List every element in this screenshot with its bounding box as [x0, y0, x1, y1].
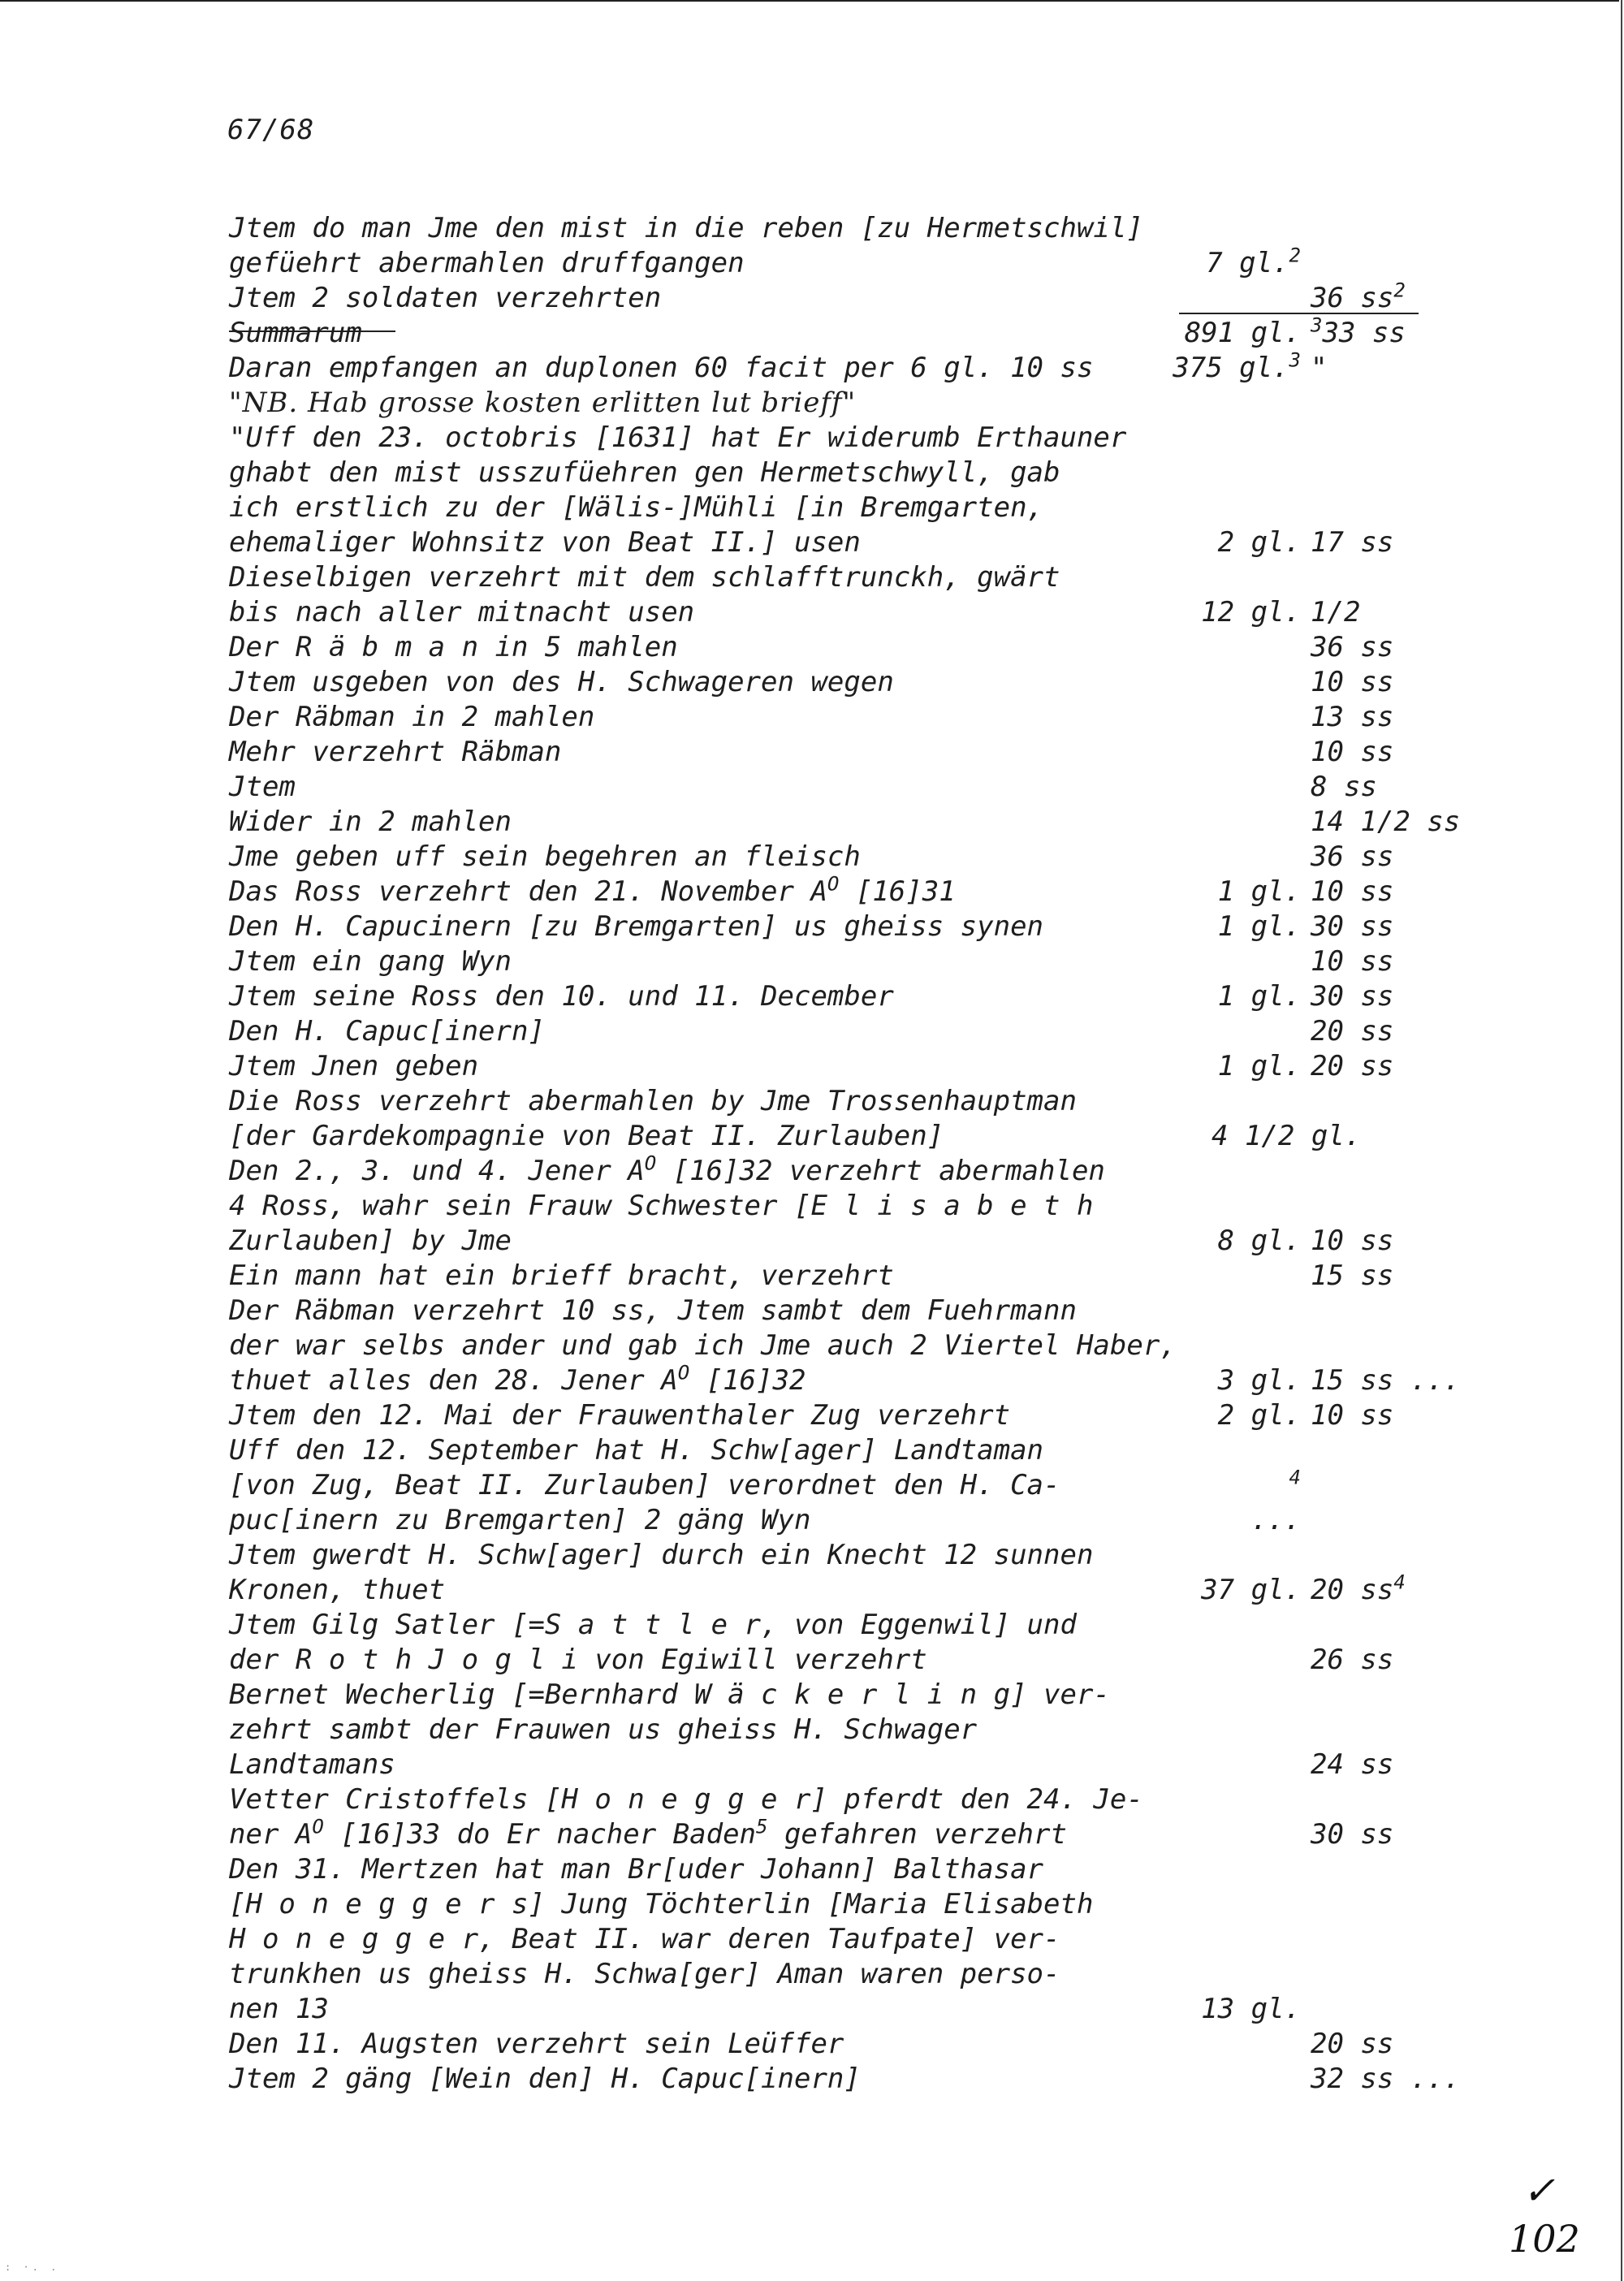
entry-text: zehrt sambt der Frauwen us gheiss H. Schwager: [229, 1713, 978, 1746]
entry-text: Den H. Capucinern [zu Bremgarten] us gheiss synen: [229, 910, 1044, 943]
schilling-amount: 15 ss: [1311, 1259, 1394, 1292]
ledger-row: [229, 735, 1593, 770]
entry-text: Wider in 2 mahlen: [229, 806, 512, 838]
ledger-row: [229, 2027, 1593, 2062]
gulden-amount: 13 gl.: [1201, 1993, 1301, 2025]
ledger-row: [229, 1678, 1593, 1713]
ledger-row: [229, 1224, 1593, 1259]
entry-text: [H o n e g g e r s] Jung Töchterlin [Maria Elisabeth: [229, 1888, 1094, 1920]
schilling-amount: 14 1/2 ss: [1311, 806, 1461, 838]
ledger-row: [229, 1151, 1593, 1189]
entry-text: Der R ä b m a n in 5 mahlen: [229, 631, 678, 663]
ledger-row: [229, 560, 1593, 595]
gulden-amount: 4: [1289, 1466, 1301, 1489]
entry-text: Vetter Cristoffels [H o n e g g e r] pferdt den 24. Je-: [229, 1783, 1143, 1816]
schilling-amount: 20 ss: [1311, 2028, 1394, 2060]
schilling-amount: 1/2: [1311, 596, 1361, 629]
entry-text: Dieselbigen verzehrt mit dem schlafftrunckh, gwärt: [229, 561, 1060, 594]
gulden-amount: 12 gl.: [1201, 596, 1301, 629]
entry-text: [von Zug, Beat II. Zurlauben] verordnet den H. Ca-: [229, 1469, 1060, 1501]
schilling-amount: 10 ss: [1311, 666, 1394, 698]
entry-text: "NB. Hab grosse kosten erlitten lut brieff": [229, 387, 857, 419]
ledger-row: [229, 246, 1593, 281]
entry-text: Den 31. Mertzen hat man Br[uder Johann] Balthasar: [229, 1853, 1044, 1886]
gulden-amount: 3 gl.: [1217, 1364, 1301, 1397]
schilling-amount: 36 ss: [1311, 840, 1394, 873]
ledger-row: [229, 456, 1593, 490]
entry-text: Kronen, thuet: [229, 1574, 446, 1606]
entry-text: Daran empfangen an duplonen 60 facit per 6 gl. 10 ss: [229, 352, 1094, 384]
ledger-row: [229, 595, 1593, 630]
gulden-amount: 7 gl.$^2$: [1206, 244, 1301, 279]
gulden-amount: 1 gl.: [1217, 1050, 1301, 1082]
schilling-amount: 13 ss: [1311, 701, 1394, 733]
ledger-row: [229, 1713, 1593, 1747]
entry-text: Landtamans: [229, 1748, 395, 1781]
entry-text: Jme geben uff sein begehren an fleisch: [229, 840, 861, 873]
entry-text: Jtem gwerdt H. Schw[ager] durch ein Knecht 12 sunnen: [229, 1539, 1094, 1571]
ledger-row: [229, 1538, 1593, 1573]
ledger-row: [229, 386, 1593, 421]
entry-text: Jtem den 12. Mai der Frauwenthaler Zug verzehrt: [229, 1399, 1011, 1432]
entry-text: Uff den 12. September hat H. Schw[ager] Landtaman: [229, 1434, 1044, 1467]
entry-text: ich erstlich zu der [Wälis-]Mühli [in Bremgarten,: [229, 491, 1044, 524]
ledger-entries: [229, 211, 1593, 2097]
schilling-amount: 10 ss: [1311, 1399, 1394, 1432]
entry-text: Jtem: [229, 771, 296, 803]
ledger-row: [229, 700, 1593, 735]
ledger-row: [229, 944, 1593, 979]
entry-text: Den H. Capuc[inern]: [229, 1015, 545, 1048]
entry-text: thuet alles den 28. Jener $A^O$ [16]32: [229, 1361, 806, 1397]
ledger-row: [229, 348, 1593, 386]
ledger-row: [229, 1852, 1593, 1887]
ledger-row: [229, 1119, 1593, 1154]
ledger-row: [229, 872, 1593, 909]
entry-text: Summarum: [229, 317, 362, 349]
entry-text: der war selbs ander und gab ich Jme auch 2 Viertel Haber,: [229, 1329, 1177, 1362]
gulden-amount: 8 gl.: [1217, 1225, 1301, 1257]
schilling-amount: 10 ss: [1311, 1225, 1394, 1257]
ledger-row: [229, 979, 1593, 1014]
ledger-row: [229, 281, 1593, 316]
entry-text: Jtem do man Jme den mist in die reben [zu Hermetschwil]: [229, 212, 1143, 244]
entry-text: Jtem 2 gäng [Wein den] H. Capuc[inern]: [229, 2063, 861, 2095]
gulden-amount: 37 gl.: [1201, 1574, 1301, 1606]
ledger-row: [229, 1887, 1593, 1922]
schilling-amount: ": [1311, 352, 1328, 384]
ledger-row: [229, 840, 1593, 875]
ledger-row: [229, 1608, 1593, 1643]
ledger-row: [229, 1643, 1593, 1678]
entry-text: Mehr verzehrt Räbman: [229, 736, 562, 768]
entry-text: Den 2., 3. und 4. Jener $A^O$ [16]32 verzehrt abermahlen: [229, 1151, 1105, 1187]
ledger-row: [229, 909, 1593, 944]
entry-text: gefüehrt abermahlen druffgangen: [229, 247, 745, 279]
entry-text: Das Ross verzehrt den 21. November $A^O$ [16]31: [229, 872, 956, 908]
schilling-amount: 20 $ss^4$: [1311, 1570, 1406, 1606]
entry-text: trunkhen us gheiss H. Schwa[ger] Aman waren perso-: [229, 1958, 1060, 1990]
schilling-amount: 10 ss: [1311, 736, 1394, 768]
page-top-edge: [0, 0, 1619, 2]
ledger-row: [229, 211, 1593, 246]
page-right-edge: [1621, 0, 1622, 2281]
entry-text: Jtem usgeben von des H. Schwageren wegen: [229, 666, 894, 698]
ledger-row: [229, 1398, 1593, 1433]
schilling-amount: 8 ss: [1311, 771, 1377, 803]
schilling-amount: 15 ss ...: [1311, 1364, 1461, 1397]
entry-text: Zurlauben] by Jme: [229, 1225, 512, 1257]
schilling-amount: 30 ss: [1311, 1818, 1394, 1851]
entry-text: Der Räbman in 2 mahlen: [229, 701, 595, 733]
ledger-row: [229, 2062, 1593, 2097]
ledger-row: [229, 1922, 1593, 1957]
schilling-amount: 20 ss: [1311, 1050, 1394, 1082]
ledger-row: [229, 1084, 1593, 1119]
entry-text: nen 13: [229, 1993, 329, 2025]
ledger-row: [229, 1294, 1593, 1328]
entry-text: ner $A^O$ [16]33 do Er nacher Baden$^5$ gefahren verzehrt: [229, 1815, 1067, 1851]
schilling-amount: 24 ss: [1311, 1748, 1394, 1781]
gulden-amount: 4 1/2 gl.: [1212, 1120, 1362, 1152]
ledger-row: [229, 1363, 1593, 1398]
schilling-amount: $^3$33 ss: [1311, 313, 1406, 349]
entry-text: Den 11. Augsten verzehrt sein Leüffer: [229, 2028, 844, 2060]
entry-text: [der Gardekompagnie von Beat II. Zurlauben]: [229, 1120, 944, 1152]
gulden-amount: 1 gl.: [1217, 980, 1301, 1013]
schilling-amount: 17 ss: [1311, 526, 1394, 559]
entry-text: Jtem 2 soldaten verzehrten: [229, 282, 662, 314]
entry-text: H o n e g g e r, Beat II. war deren Taufpate] ver-: [229, 1923, 1060, 1955]
check-mark: ✓: [1522, 2168, 1556, 2214]
entry-text: Jtem seine Ross den 10. und 11. December: [229, 980, 894, 1013]
ledger-row: [229, 665, 1593, 700]
entry-text: puc[inern zu Bremgarten] 2 gäng Wyn: [229, 1504, 811, 1536]
ledger-row: [229, 1049, 1593, 1084]
entry-text: "Uff den 23. octobris [1631] hat Er widerumb Erthauner: [229, 421, 1127, 454]
ledger-row: [229, 1992, 1593, 2027]
entry-text: Bernet Wecherlig [=Bernhard W ä c k e r l i n g] ver-: [229, 1678, 1110, 1711]
schilling-amount: 36 ss: [1311, 631, 1394, 663]
entry-text: ghabt den mist usszufüehren gen Hermetschwyll, gab: [229, 456, 1060, 489]
gulden-amount: ...: [1250, 1504, 1301, 1536]
schilling-amount: 32 ss ...: [1311, 2063, 1461, 2095]
schilling-amount: 20 ss: [1311, 1015, 1394, 1048]
entry-text: Jtem ein gang Wyn: [229, 945, 512, 978]
schilling-amount: 30 ss: [1311, 910, 1394, 943]
gulden-amount: 375 gl.$^3$: [1173, 348, 1301, 384]
ledger-row: [229, 1468, 1593, 1503]
entry-text: 4 Ross, wahr sein Frauw Schwester [E l i s a b e t h: [229, 1190, 1094, 1222]
margin-specks: : ·. .: [5, 2262, 60, 2273]
ledger-row: [229, 1782, 1593, 1817]
schilling-amount: 26 ss: [1311, 1644, 1394, 1676]
ledger-row: [229, 1014, 1593, 1049]
schilling-amount: 10 ss: [1311, 945, 1394, 978]
schilling-amount: 10 ss: [1311, 875, 1394, 908]
entry-text: ehemaliger Wohnsitz von Beat II.] usen: [229, 526, 861, 559]
entry-text: Jtem Jnen geben: [229, 1050, 479, 1082]
ledger-row: [229, 1189, 1593, 1224]
ledger-row: [229, 805, 1593, 840]
schilling-amount: 36 $ss^2$: [1311, 279, 1406, 314]
ledger-row: [229, 1328, 1593, 1363]
ledger-row: [229, 313, 1593, 351]
entry-text: Die Ross verzehrt abermahlen by Jme Trossenhauptman: [229, 1085, 1077, 1117]
ledger-row: [229, 1433, 1593, 1468]
entry-text: Jtem Gilg Satler [=S a t t l e r, von Eggenwil] und: [229, 1609, 1077, 1641]
folio-number: 102: [1509, 2217, 1580, 2261]
entry-text: bis nach aller mitnacht usen: [229, 596, 695, 629]
schilling-amount: 30 ss: [1311, 980, 1394, 1013]
ledger-row: [229, 1747, 1593, 1782]
entry-text: Der Räbman verzehrt 10 ss, Jtem sambt dem Fuehrmann: [229, 1294, 1077, 1327]
ledger-row: [229, 421, 1593, 456]
ledger-row: [229, 1817, 1593, 1852]
entry-text: Ein mann hat ein brieff bracht, verzehrt: [229, 1259, 894, 1292]
ledger-row: [229, 1503, 1593, 1538]
page-number: 67/68: [227, 114, 315, 146]
gulden-amount: 1 gl.: [1217, 875, 1301, 908]
ledger-row: [229, 490, 1593, 525]
gulden-amount: 891 gl.: [1184, 317, 1301, 349]
ledger-row: [229, 770, 1593, 805]
gulden-amount: 2 gl.: [1217, 1399, 1301, 1432]
entry-text: der R o t h J o g l i von Egiwill verzehrt: [229, 1644, 927, 1676]
ledger-row: [229, 1570, 1593, 1608]
ledger-row: [229, 1957, 1593, 1992]
gulden-amount: 1 gl.: [1217, 910, 1301, 943]
ledger-row: [229, 630, 1593, 665]
gulden-amount: 2 gl.: [1217, 526, 1301, 559]
ledger-row: [229, 525, 1593, 560]
ledger-row: [229, 1259, 1593, 1294]
